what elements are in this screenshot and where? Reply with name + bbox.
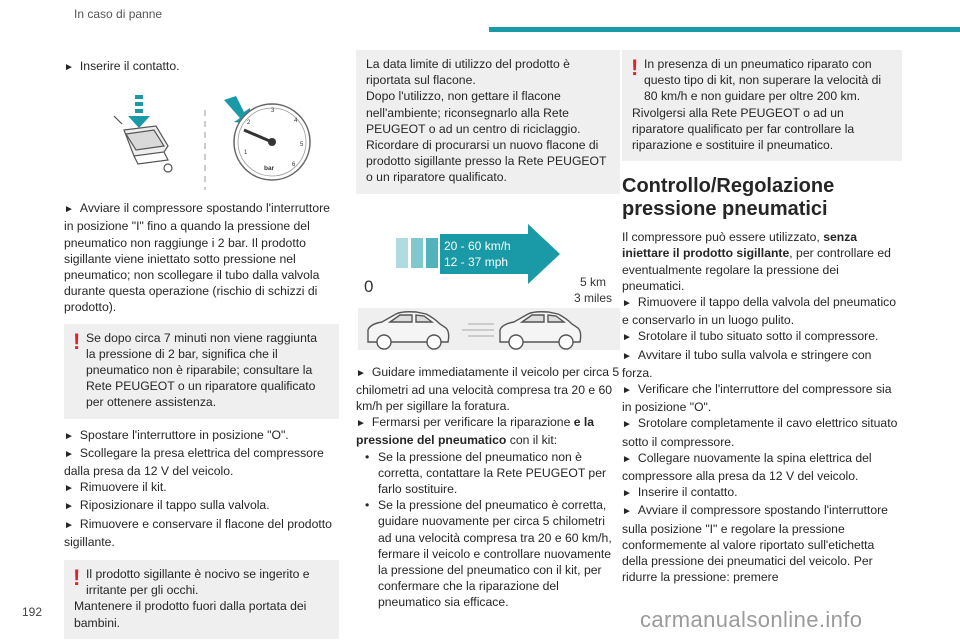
warning-icon: ! <box>73 565 81 591</box>
compressor-illustration <box>64 90 339 192</box>
section-title: In caso di panne <box>74 7 163 21</box>
step-item: ► Avviare il compressore spostando l'interruttore sulla posizione "I" e regolare la pressione conformemente al valore riportato sull'etichetta della pressione dei pneumatici del veicolo. Per ridurre la pressione: premere <box>622 502 902 585</box>
distance-miles-label: 3 miles <box>574 290 613 305</box>
step-item: ► Rimuovere il tappo della valvola del pneumatico e conservarlo in un luogo pulito. <box>622 294 902 328</box>
step-drive: ► Guidare immediatamente il veicolo per circa 5 chilometri ad una velocità compresa tra 20 e 60 km/h per sigillare la foratura. <box>356 364 620 415</box>
info-line: Ricordare di procurarsi un nuovo flacone di prodotto sigillante presso la Rete PEUGEOT o un riparatore qualificato. <box>366 138 607 185</box>
driving-svg <box>348 224 620 354</box>
column-right <box>622 50 902 585</box>
intro-paragraph <box>622 229 902 294</box>
speed-kmh-label: 20 - 60 km/h <box>444 238 511 253</box>
step-item: ► Avvitare il tubo sulla valvola e stringere con forza. <box>622 347 902 381</box>
intro-bold: senza iniettare il prodotto sigillante <box>622 230 858 261</box>
warning-text: Il prodotto sigillante è nocivo se ingerito e irritante per gli occhi. <box>86 567 310 598</box>
warning-box-toxic <box>64 560 339 639</box>
step-item: ► Scollegare la presa elettrica del compressore dalla presa da 12 V del veicolo. <box>64 445 339 479</box>
step-item: ► Rimuovere e conservare il flacone del prodotto sigillante. <box>64 516 339 550</box>
step-item: ► Inserire il contatto. <box>622 484 902 502</box>
warning-icon: ! <box>631 55 639 80</box>
step-item: ► Riposizionare il tappo sulla valvola. <box>64 497 339 515</box>
warning-text: Rivolgersi alla Rete PEUGEOT o ad un riparatore qualificato per far controllare la riparazione e sostituire il pneumatico. <box>632 105 855 153</box>
intro-text: Il compressore può essere utilizzato, <box>622 230 820 245</box>
bullet-item: • Se la pressione del pneumatico non è corretta, contattare la Rete PEUGEOT per farlo sostituire. <box>356 449 620 498</box>
info-line: La data limite di utilizzo del prodotto è riportata sul flacone. <box>366 57 570 88</box>
section-heading: Controllo/Regolazione pressione pneumatici <box>622 175 835 221</box>
gauge-tick-2: 2 <box>247 120 251 127</box>
start-label: 0 <box>364 276 374 296</box>
step-stop-text: Fermarsi per verificare la riparazione <box>371 415 571 430</box>
steps-list-pressure <box>622 294 902 585</box>
column-left <box>64 58 339 639</box>
step-stop-bold: e la pressione del pneumatico <box>356 415 595 448</box>
gauge-tick-5: 5 <box>300 142 304 149</box>
gauge-tick-4: 4 <box>294 118 298 125</box>
step-item: ► Spostare l'interruttore in posizione "O". <box>64 427 339 445</box>
step-item: ► Collegare nuovamente la spina elettrica del compressore alla presa da 12 V del veicolo. <box>622 450 902 484</box>
gauge-tick-6: 6 <box>292 162 296 169</box>
step-item: ► Rimuovere il kit. <box>64 479 339 497</box>
bullet-item: • Se la pressione del pneumatico è corretta, guidare nuovamente per circa 5 chilometri ad una velocità compresa tra 20 e 60 km/h, fermare il veicolo e controllare nuovamente la pressione del pneumatico con il kit, per confermare che la riparazione del pneumatico sia efficace. <box>356 497 620 610</box>
switch-icon <box>114 116 172 172</box>
warning-box-speed <box>622 50 902 161</box>
steps-list-after <box>64 427 339 550</box>
header-accent-bar <box>489 27 960 32</box>
gauge-tick-1: 1 <box>244 150 248 157</box>
step-item: ► Verificare che l'interruttore del compressore sia in posizione "O". <box>622 381 902 415</box>
info-line: Dopo l'utilizzo, non gettare il flacone nell'ambiente; riconsegnarlo alla Rete PEUGEOT o ad un centro di riciclaggio. <box>366 89 581 136</box>
step-item: ► Srotolare il tubo situato sotto il compressore. <box>622 328 902 346</box>
driving-illustration <box>348 224 620 354</box>
gauge-tick-3: 3 <box>271 108 275 115</box>
column-middle <box>356 50 620 611</box>
pressure-gauge-icon <box>234 104 310 180</box>
page-number: 192 <box>22 605 43 619</box>
speed-mph-label: 12 - 37 mph <box>444 254 509 269</box>
warning-box-pressure <box>64 324 339 419</box>
step-item: ► Srotolare completamente il cavo elettrico situato sotto il compressore. <box>622 415 902 449</box>
warning-text: In presenza di un pneumatico riparato con questo tipo di kit, non superare la velocità di 80 km/h e non guidare per oltre 200 km. <box>644 57 882 104</box>
step-stop <box>356 414 620 448</box>
step-stop-tail: con il kit: <box>509 433 558 448</box>
warning-text: Mantenere il prodotto fuori dalla portata dei bambini. <box>74 599 307 630</box>
distance-km-label: 5 km <box>580 274 607 289</box>
step-insert-contact: ► Inserire il contatto. <box>64 58 339 76</box>
step-start-compressor: ► Avviare il compressore spostando l'interruttore in posizione "I" fino a quando la pressione del pneumatico non raggiunge i 2 bar. Il prodotto sigillante viene iniettato sotto pressione nel pneumatico; non scollegare il tubo dalla valvola durante questa operazione (rischio di schizzi di prodotto). <box>64 200 339 315</box>
watermark: carmanualsonline.info <box>640 607 863 632</box>
intro-tail: , per controllare ed eventualmente regolare la pressione dei pneumatici. <box>622 246 891 293</box>
gauge-unit: bar <box>264 165 275 173</box>
speed-arrow-icon <box>396 224 560 284</box>
info-box-product <box>356 50 620 194</box>
warning-icon: ! <box>73 328 81 354</box>
warning-text: Se dopo circa 7 minuti non viene raggiunta la pressione di 2 bar, significa che il pneumatico non è riparabile; consultare la Rete PEUGEOT o un riparatore qualificato per ottenere assistenza. <box>86 330 318 410</box>
switch-gauge-svg <box>64 90 339 192</box>
press-arrow-icon <box>128 95 150 128</box>
